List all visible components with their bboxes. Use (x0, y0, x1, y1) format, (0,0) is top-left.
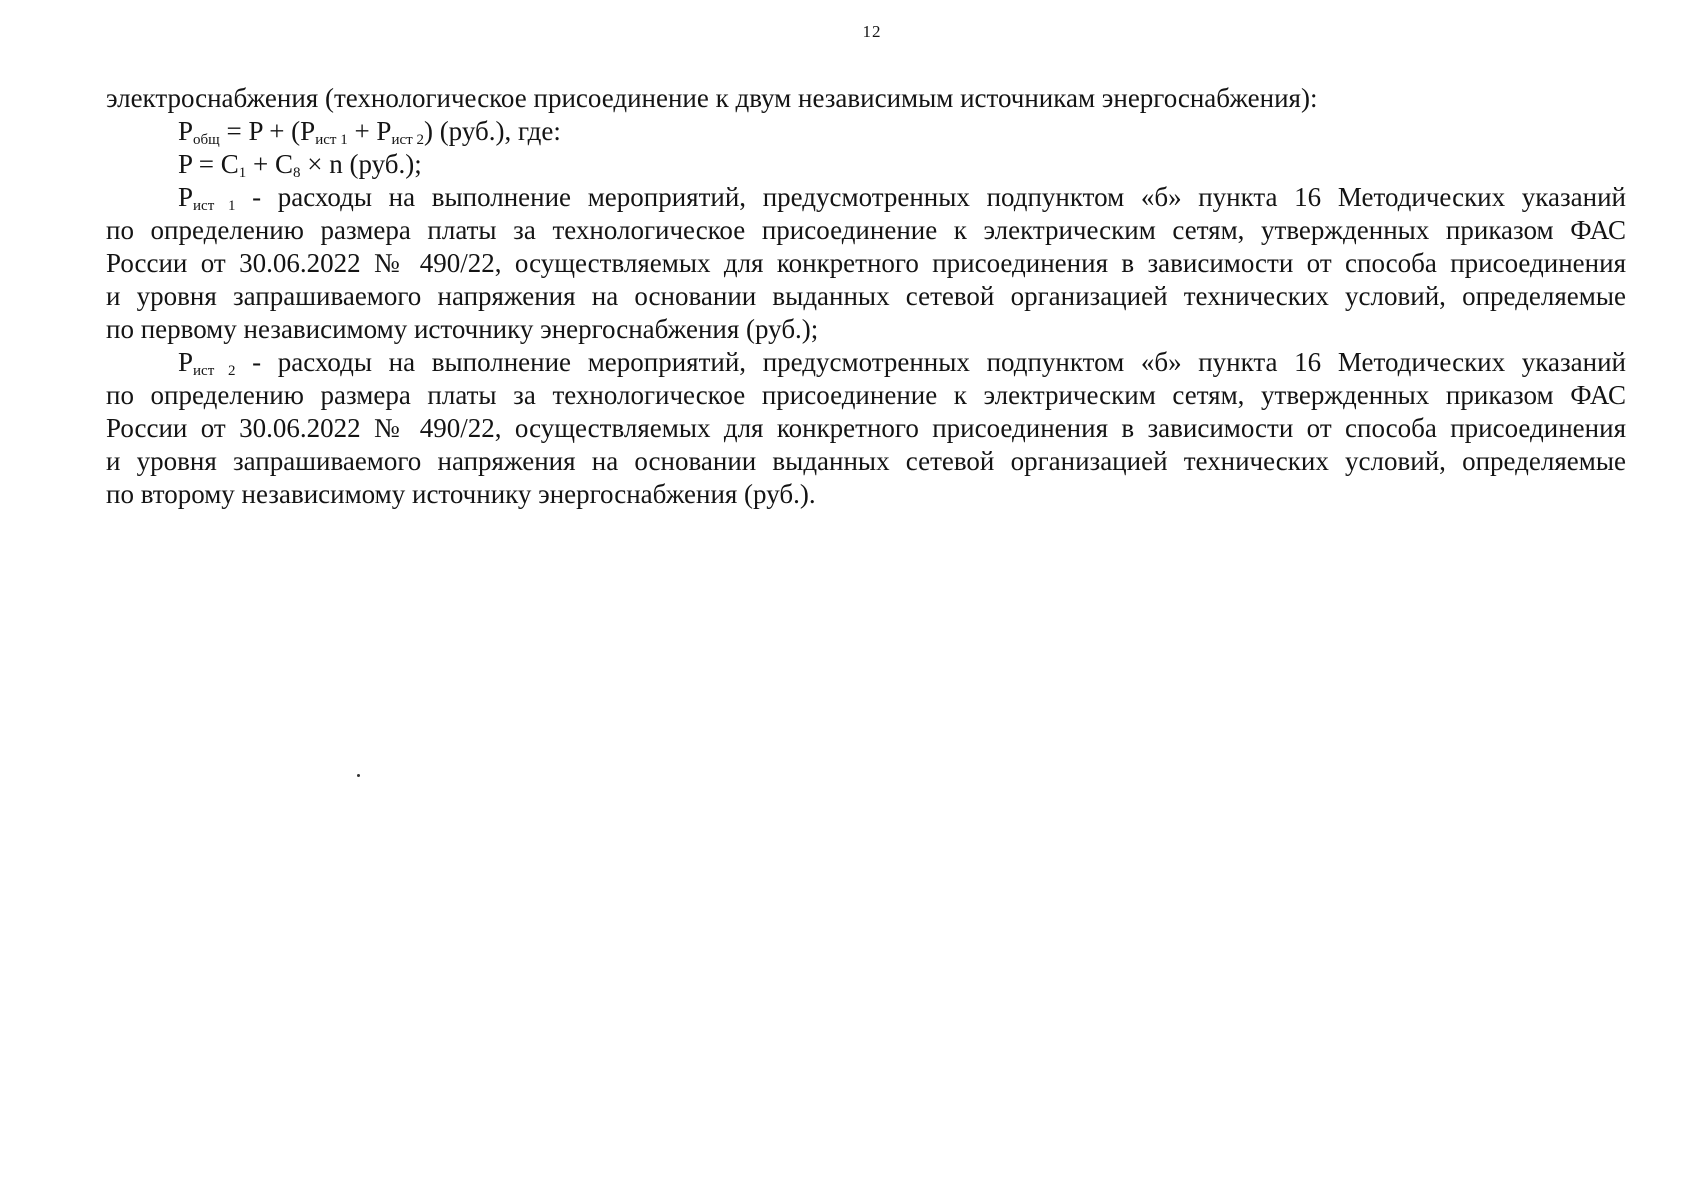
definition-1-subscript: ист 1 (193, 198, 236, 214)
definition-2-subscript: ист 2 (193, 363, 236, 379)
definition-2-symbol: P (178, 347, 194, 377)
formula-total-subscript-1: ист 1 (315, 132, 348, 148)
formula-total-plus: + P (347, 116, 392, 146)
definition-2-line-1 (106, 346, 1626, 379)
definition-1-line-2: по определению размера платы за технологическое присоединение к электрическим сетям, утвержденных приказом ФАС (106, 215, 1626, 245)
definition-1-line-1 (106, 181, 1626, 214)
definition-1 (106, 181, 1626, 346)
formula-total-symbol: P (178, 116, 194, 146)
definition-2-line-5: по второму независимому источнику энергоснабжения (руб.). (106, 479, 816, 509)
formula-p-head: P = C (178, 149, 239, 179)
definition-2-text-1: - расходы на выполнение мероприятий, предусмотренных подпунктом «б» пункта 16 Методических указаний (235, 347, 1626, 377)
page-number: 12 (862, 22, 882, 41)
formula-total-subscript: общ (193, 132, 220, 148)
document-body (106, 82, 1626, 511)
definition-1-line-3: России от 30.06.2022 № 490/22, осуществляемых для конкретного присоединения в зависимости от способа присоединения (106, 248, 1626, 278)
definition-2 (106, 346, 1626, 511)
formula-total-subscript-2: ист 2 (391, 132, 424, 148)
definition-1-text-1: - расходы на выполнение мероприятий, предусмотренных подпунктом «б» пункта 16 Методических указаний (235, 182, 1626, 212)
formula-p-subscript-2: 8 (293, 165, 301, 181)
definition-2-line-3: России от 30.06.2022 № 490/22, осуществляемых для конкретного присоединения в зависимости от способа присоединения (106, 413, 1626, 443)
formula-total-tail: ) (руб.), где: (423, 116, 561, 146)
definition-2-line-2: по определению размера платы за технологическое присоединение к электрическим сетям, утвержденных приказом ФАС (106, 380, 1626, 410)
formula-p-mid: + C (246, 149, 293, 179)
formula-total (106, 115, 1626, 148)
formula-p (106, 148, 1626, 181)
definition-2-line-4: и уровня запрашиваемого напряжения на основании выданных сетевой организацией технических условий, определяемые (106, 446, 1626, 476)
formula-p-subscript-1: 1 (238, 165, 247, 181)
definition-1-line-4: и уровня запрашиваемого напряжения на основании выданных сетевой организацией технических условий, определяемые (106, 281, 1626, 311)
definition-1-line-5: по первому независимому источнику энергоснабжения (руб.); (106, 314, 819, 344)
scan-speck (357, 774, 360, 777)
definition-1-symbol: P (178, 182, 194, 212)
formula-p-tail: × n (руб.); (300, 149, 422, 179)
formula-total-equals: = P + (P (219, 116, 316, 146)
intro-line: электроснабжения (технологическое присоединение к двум независимым источникам энергоснабжения): (106, 83, 1318, 113)
